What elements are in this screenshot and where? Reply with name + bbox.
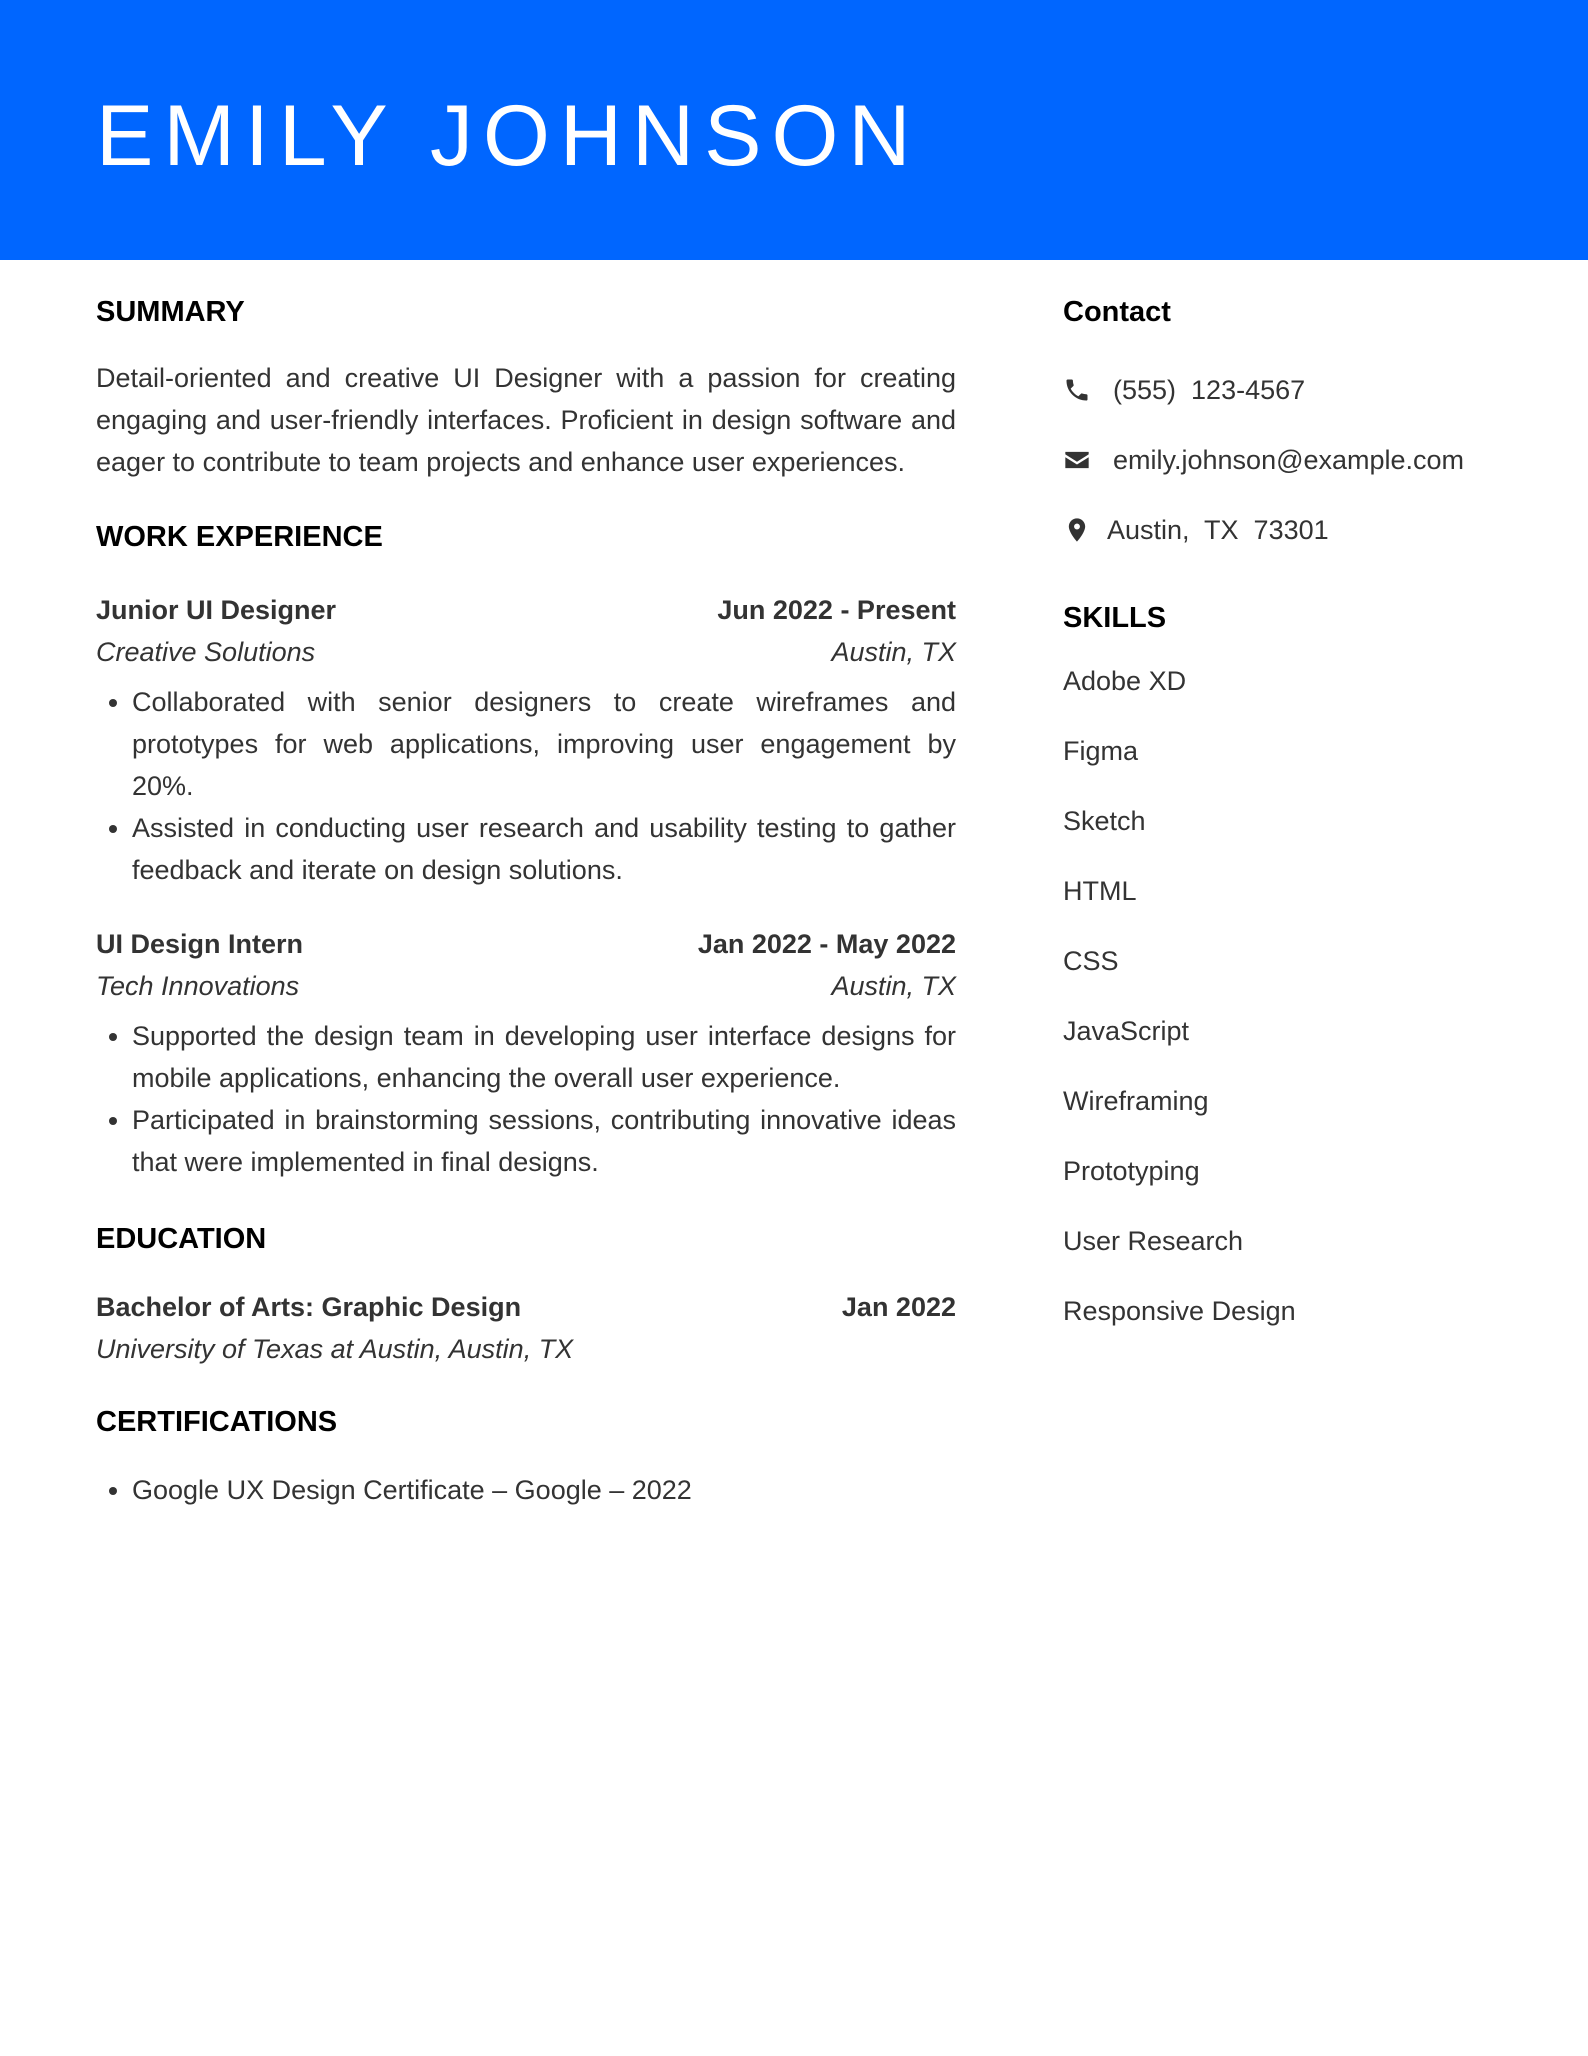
certification-item: • Google UX Design Certificate – Google – 2022 — [132, 1469, 956, 1511]
job-bullet: • Participated in brainstorming sessions, contributing innovative ideas that were implemented in final designs. — [132, 1099, 956, 1183]
skill-item: User Research — [1063, 1226, 1244, 1256]
map-pin-icon — [1063, 516, 1091, 544]
contact-email-text: emily.johnson@example.com — [1113, 445, 1465, 475]
skill-item: Prototyping — [1063, 1156, 1200, 1186]
job-bullet: • Supported the design team in developing user interface designs for mobile applications, enhancing the overall user experience. — [132, 1015, 956, 1099]
skill-item: Adobe XD — [1063, 666, 1187, 696]
job-role: Junior UI Designer — [96, 595, 337, 625]
certifications-list — [96, 1469, 956, 1511]
skill-item: HTML — [1063, 876, 1137, 906]
job-location: Austin, TX — [831, 971, 956, 1001]
skill-item: Wireframing — [1063, 1086, 1209, 1116]
contact-phone — [1063, 370, 1533, 410]
skill-item: JavaScript — [1063, 1016, 1190, 1046]
education-title: EDUCATION — [96, 1223, 267, 1255]
education-section — [96, 1219, 956, 1370]
sidebar-column — [1063, 292, 1533, 1361]
job-bullet: • Assisted in conducting user research and usability testing to gather feedback and iterate on design solutions. — [132, 807, 956, 891]
education-date: Jan 2022 — [841, 1292, 956, 1322]
education-degree: Bachelor of Arts: Graphic Design — [96, 1292, 522, 1322]
main-column — [96, 292, 956, 1511]
contact-phone-text: (555) 123-4567 — [1113, 375, 1306, 405]
envelope-icon — [1063, 446, 1091, 474]
summary-title: SUMMARY — [96, 296, 245, 328]
education-school: University of Texas at Austin, Austin, TX — [96, 1334, 574, 1364]
phone-icon — [1063, 376, 1091, 404]
skill-item: Responsive Design — [1063, 1296, 1296, 1326]
certifications-title: CERTIFICATIONS — [96, 1406, 338, 1438]
contact-email — [1063, 440, 1533, 480]
skill-item: CSS — [1063, 946, 1119, 976]
contact-location — [1063, 510, 1533, 550]
skill-item: Sketch — [1063, 806, 1146, 836]
skill-item: Figma — [1063, 736, 1139, 766]
job-company: Creative Solutions — [96, 637, 316, 667]
job-role: UI Design Intern — [96, 929, 304, 959]
job-entry — [96, 589, 956, 891]
summary-section — [96, 292, 956, 483]
contact-title: Contact — [1063, 296, 1171, 328]
job-location: Austin, TX — [831, 637, 956, 667]
candidate-name: EMILY JOHNSON — [96, 88, 921, 184]
job-bullet: • Collaborated with senior designers to create wireframes and prototypes for web applications, improving user engagement by 20%. — [132, 681, 956, 807]
job-bullets — [96, 681, 956, 891]
contact-section — [1063, 292, 1533, 550]
job-dates: Jan 2022 - May 2022 — [697, 929, 956, 959]
experience-section — [96, 517, 956, 1183]
contact-location-text: Austin, TX 73301 — [1107, 515, 1329, 545]
header-banner — [0, 0, 1588, 260]
certifications-section — [96, 1402, 956, 1511]
experience-title: WORK EXPERIENCE — [96, 521, 383, 553]
skills-title: SKILLS — [1063, 602, 1167, 634]
summary-text: Detail-oriented and creative UI Designer with a passion for creating engaging and user-friendly interfaces. Proficient in design software and eager to contribute to team projects and enhance user experiences. — [96, 363, 956, 477]
job-dates: Jun 2022 - Present — [717, 595, 956, 625]
job-company: Tech Innovations — [96, 971, 300, 1001]
skills-section — [1063, 598, 1533, 1331]
job-entry — [96, 923, 956, 1183]
job-bullets — [96, 1015, 956, 1183]
